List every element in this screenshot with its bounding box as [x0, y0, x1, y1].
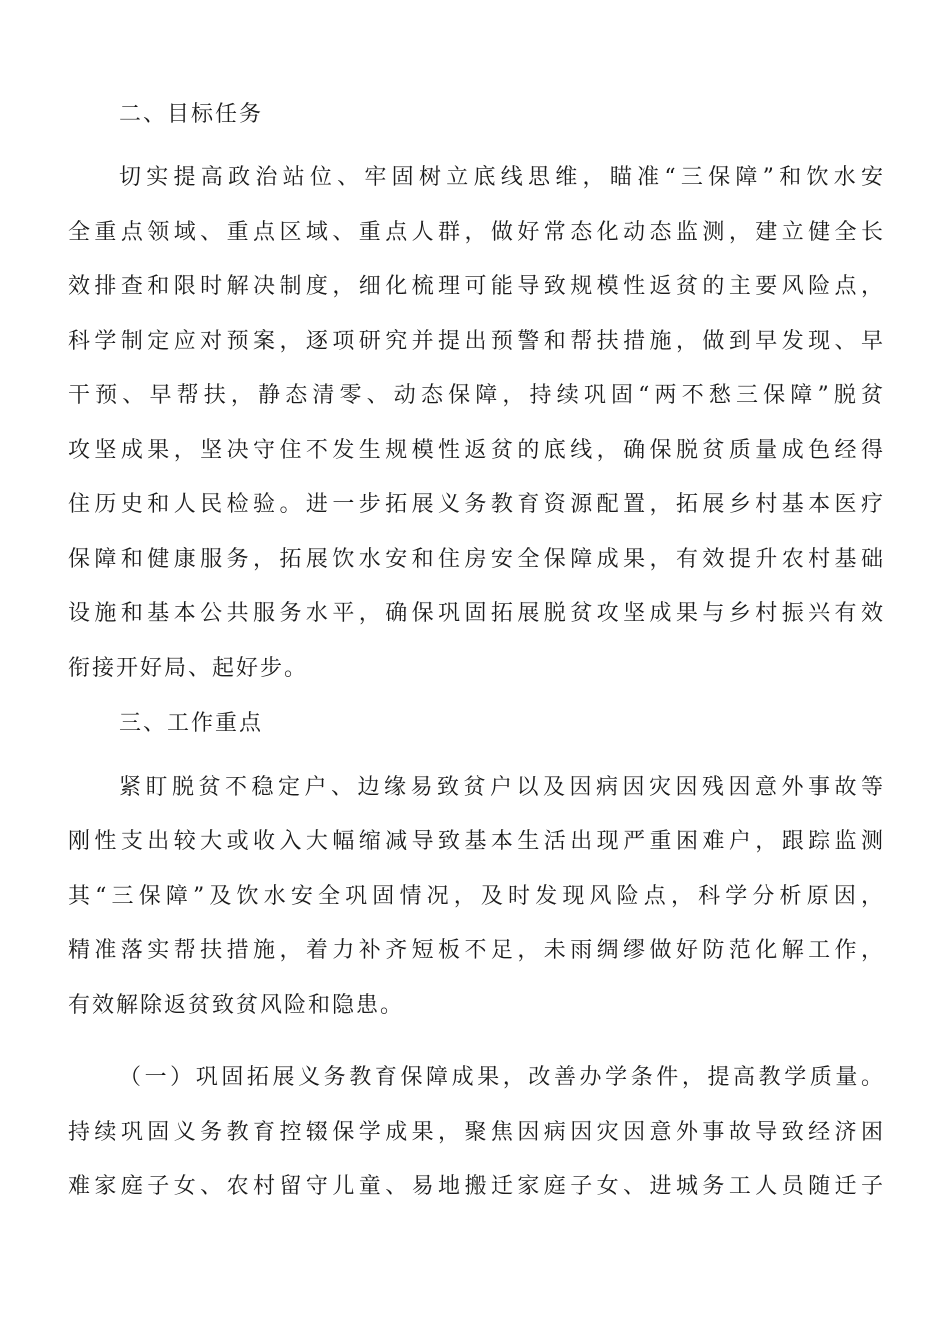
paragraph-line: 衔接开好局、起好步。 [68, 656, 309, 681]
paragraph-line: 有效解除返贫致贫风险和隐患。 [68, 993, 405, 1018]
subsection-heading-education: （一）巩固拓展义务教育保障成果，改善办学条件，提高教学质量。 [119, 1065, 883, 1090]
paragraph-line: 保障和健康服务，拓展饮水安和住房安全保障成果，有效提升农村基础 [68, 547, 883, 572]
paragraph-line: 紧盯脱贫不稳定户、边缘易致贫户以及因病因灾因残因意外事故等 [119, 775, 883, 800]
paragraph-line: 设施和基本公共服务水平，确保巩固拓展脱贫攻坚成果与乡村振兴有效 [68, 601, 883, 626]
section-heading-focus: 三、工作重点 [119, 711, 264, 736]
paragraph-line: 精准落实帮扶措施，着力补齐短板不足，未雨绸缪做好防范化解工作， [68, 938, 883, 963]
paragraph-line: 难家庭子女、农村留守儿童、易地搬迁家庭子女、进城务工人员随迁子 [68, 1174, 883, 1199]
paragraph-line: 科学制定应对预案，逐项研究并提出预警和帮扶措施，做到早发现、早 [68, 329, 883, 354]
paragraph-line: 效排查和限时解决制度，细化梳理可能导致规模性返贫的主要风险点， [68, 274, 883, 299]
paragraph-line: 全重点领域、重点区域、重点人群，做好常态化动态监测，建立健全长 [68, 220, 883, 245]
paragraph-line: 住历史和人民检验。进一步拓展义务教育资源配置，拓展乡村基本医疗 [68, 492, 883, 517]
paragraph-line: 干预、早帮扶，静态清零、动态保障，持续巩固“两不愁三保障”脱贫 [68, 383, 883, 408]
paragraph-line: 刚性支出较大或收入大幅缩减导致基本生活出现严重困难户，跟踪监测 [68, 829, 883, 854]
paragraph-line: 切实提高政治站位、牢固树立底线思维，瞄准“三保障”和饮水安 [119, 165, 883, 190]
section-heading-goals: 二、目标任务 [119, 102, 264, 127]
paragraph-line: 其“三保障”及饮水安全巩固情况，及时发现风险点，科学分析原因， [68, 884, 883, 909]
paragraph-line: 攻坚成果，坚决守住不发生规模性返贫的底线，确保脱贫质量成色经得 [68, 438, 883, 463]
paragraph-line: 持续巩固义务教育控辍保学成果，聚焦因病因灾因意外事故导致经济困 [68, 1120, 883, 1145]
